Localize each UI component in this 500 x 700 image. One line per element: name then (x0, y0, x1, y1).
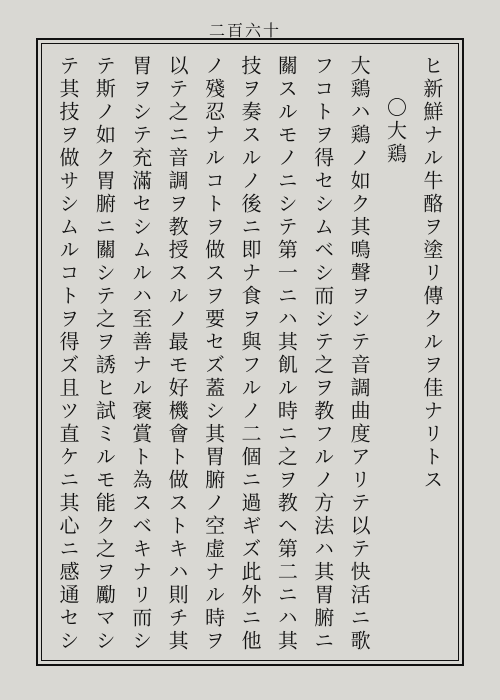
text-column: 技ヲ奏スルノ後ニ即ナ食ヲ與フルノ二個ニ過ギズ此外ニ他 (237, 55, 262, 653)
vertical-text-block (50, 55, 450, 655)
page-number: 二百六十 (208, 21, 281, 40)
text-column: テ斯ノ如ク胃腑ニ關シテ之ヲ誘ヒ試ミルモ能ク之ヲ勵マシ (92, 55, 117, 653)
text-column: 大鶏ハ鶏ノ如ク其鳴聲ヲシテ音調曲度アリテ以テ快活ニ歌 (347, 55, 372, 653)
text-column: ノ殘忍ナルコトヲ做スヲ要セズ蓋シ其胃腑ノ空虚ナル時ヲ (201, 55, 226, 653)
text-column: ヒ新鮮ナル牛酪ヲ塗リ傳クルヲ佳ナリトス (419, 55, 444, 492)
text-column: フコトヲ得セシムベシ而シテ之ヲ教フルノ方法ハ其胃腑ニ (310, 55, 335, 653)
text-column: テ其技ヲ做サシムルコトヲ得ズ且ツ直ケニ其心ニ感通セシ (56, 55, 80, 653)
section-heading: 〇大鶏 (383, 97, 408, 166)
text-column: 關スルモノニシテ第一ニハ其飢ル時ニ之ヲ教ヘ第二ニハ其 (274, 55, 299, 653)
text-column: 以テ之ニ音調ヲ教授スルノ最モ好機會ト做ストキハ則チ其 (165, 55, 190, 653)
text-column: 胃ヲシテ充滿セシムルハ至善ナル褒賞ト為スベキナリ而シ (128, 55, 153, 653)
